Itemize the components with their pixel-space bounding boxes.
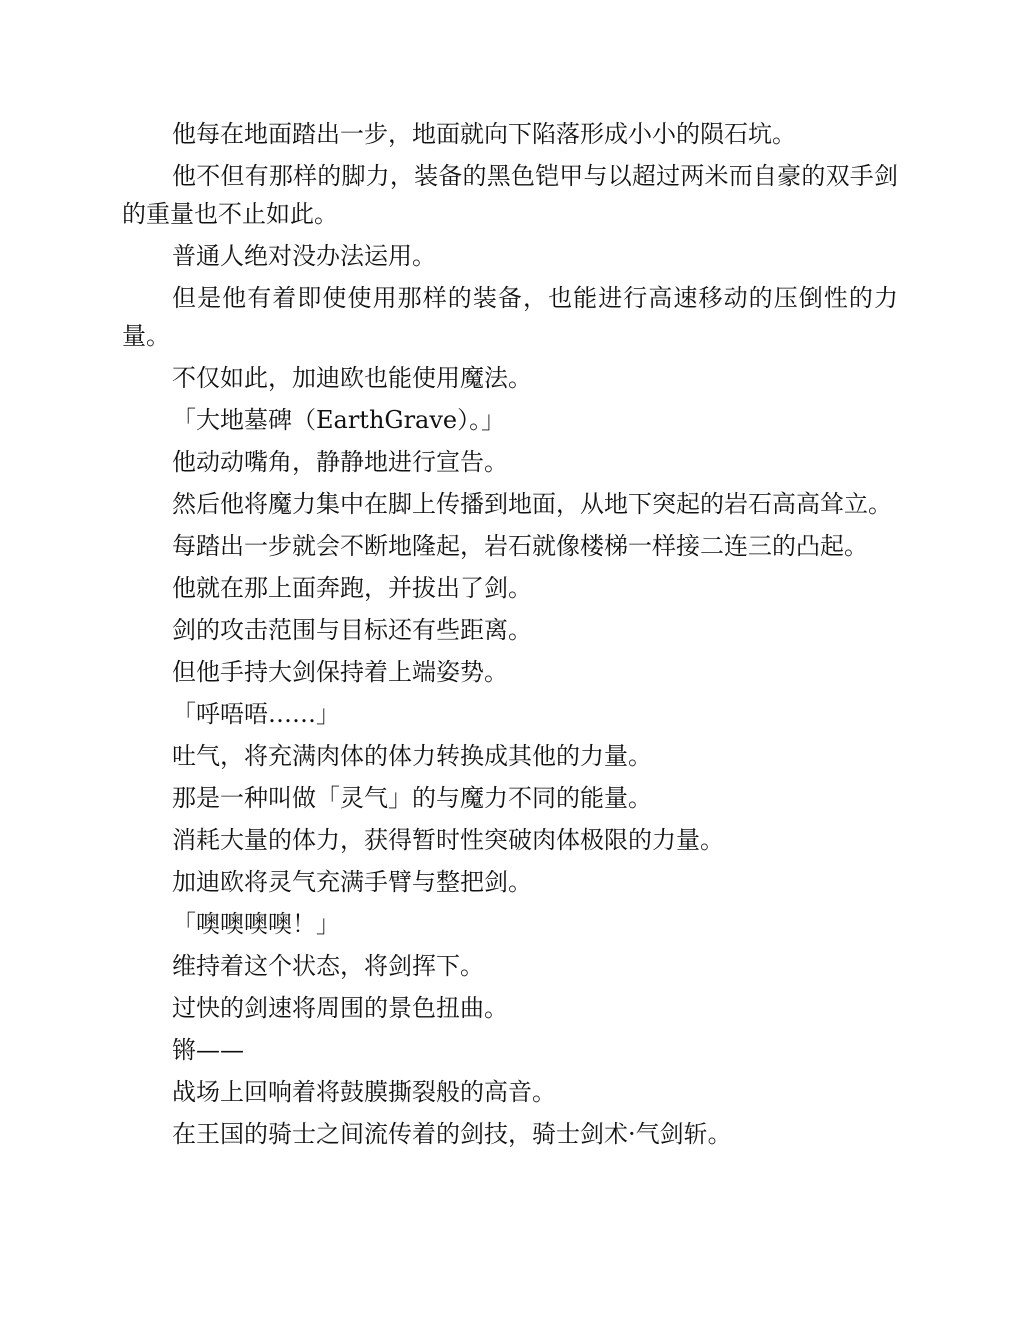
paragraph: 维持着这个状态，将剑挥下。	[172, 952, 484, 980]
paragraph: 他每在地面踏出一步，地面就向下陷落形成小小的陨石坑。	[172, 120, 796, 148]
paragraph: 在王国的骑士之间流传着的剑技，骑士剑术·气剑斩。	[172, 1120, 732, 1148]
paragraph: 「呼唔唔……」	[172, 700, 340, 728]
paragraph: 他就在那上面奔跑，并拔出了剑。	[172, 574, 532, 602]
paragraph: 他动动嘴角，静静地进行宣告。	[172, 448, 508, 476]
paragraph: 但他手持大剑保持着上端姿势。	[172, 658, 508, 686]
page-body	[122, 115, 898, 1157]
paragraph: 「大地墓碑（EarthGrave）。」	[172, 406, 506, 434]
paragraph: 他不但有那样的脚力，装备的黑色铠甲与以超过两米而自豪的双手剑的重量也不止如此。	[122, 162, 898, 228]
paragraph: 战场上回响着将鼓膜撕裂般的高音。	[172, 1078, 556, 1106]
paragraph: 然后他将魔力集中在脚上传播到地面，从地下突起的岩石高高耸立。	[172, 490, 892, 518]
paragraph: 吐气，将充满肉体的体力转换成其他的力量。	[172, 742, 652, 770]
paragraph: 过快的剑速将周围的景色扭曲。	[172, 994, 508, 1022]
paragraph: 「噢噢噢噢！」	[172, 910, 340, 938]
paragraph: 消耗大量的体力，获得暂时性突破肉体极限的力量。	[172, 826, 724, 854]
paragraph: 但是他有着即使使用那样的装备，也能进行高速移动的压倒性的力量。	[122, 284, 898, 350]
paragraph: 剑的攻击范围与目标还有些距离。	[172, 616, 532, 644]
paragraph: 每踏出一步就会不断地隆起，岩石就像楼梯一样接二连三的凸起。	[172, 532, 868, 560]
paragraph: 那是一种叫做「灵气」的与魔力不同的能量。	[172, 784, 652, 812]
paragraph: 加迪欧将灵气充满手臂与整把剑。	[172, 868, 532, 896]
paragraph: 普通人绝对没办法运用。	[172, 242, 436, 270]
paragraph: 锵——	[172, 1036, 244, 1064]
paragraph: 不仅如此，加迪欧也能使用魔法。	[172, 364, 532, 392]
